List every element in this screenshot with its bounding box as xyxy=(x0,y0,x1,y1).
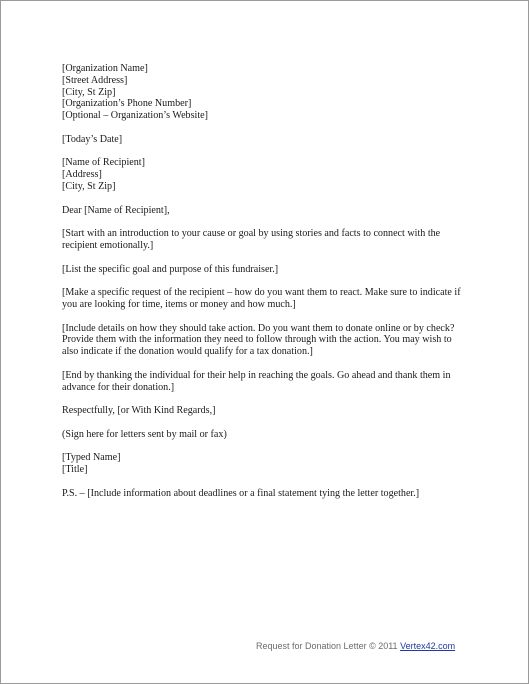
sender-website: [Optional – Organization’s Website] xyxy=(62,110,208,122)
postscript: P.S. – [Include information about deadlines or a final statement tying the letter together.] xyxy=(62,487,420,499)
body-paragraph-goal: [List the specific goal and purpose of this fundraiser.] xyxy=(62,263,279,275)
recipient-city: [City, St Zip] xyxy=(62,180,116,192)
footer-link[interactable]: Vertex42.com xyxy=(400,641,456,651)
body-paragraph-action: [Include details on how they should take action. Do you want them to donate online or by check? Provide them with the information they need to follow through with the action. You may wish to also indicate if the donation would qualify for a tax donation.] xyxy=(62,322,455,358)
sender-city: [City, St Zip] xyxy=(62,86,116,98)
body-paragraph-request: [Make a specific request of the recipient – how do you want them to react. Make sure to indicate if you are looking for time, items or money and how much.] xyxy=(62,287,461,310)
footer-text: Request for Donation Letter © 2011 xyxy=(256,641,401,651)
letter-body xyxy=(62,63,467,499)
body-paragraph-intro: [Start with an introduction to your cause or goal by using stories and facts to connect with the recipient emotionally.] xyxy=(62,228,441,251)
salutation: Dear [Name of Recipient], xyxy=(62,204,170,216)
page-footer xyxy=(256,641,455,651)
recipient-address: [Address] xyxy=(62,169,102,181)
signer-title: [Title] xyxy=(62,464,88,476)
sender-street: [Street Address] xyxy=(62,74,128,86)
letter-date: [Today’s Date] xyxy=(62,133,123,145)
typed-name: [Typed Name] xyxy=(62,452,121,464)
sender-phone: [Organization’s Phone Number] xyxy=(62,98,192,110)
body-paragraph-thanks: [End by thanking the individual for their help in reaching the goals. Go ahead and thank them in advance for their donation.] xyxy=(62,369,451,393)
recipient-name: [Name of Recipient] xyxy=(62,157,145,169)
sender-org-name: [Organization Name] xyxy=(62,63,148,74)
signature-note: (Sign here for letters sent by mail or fax) xyxy=(62,428,227,440)
closing: Respectfully, [or With Kind Regards,] xyxy=(62,405,216,417)
